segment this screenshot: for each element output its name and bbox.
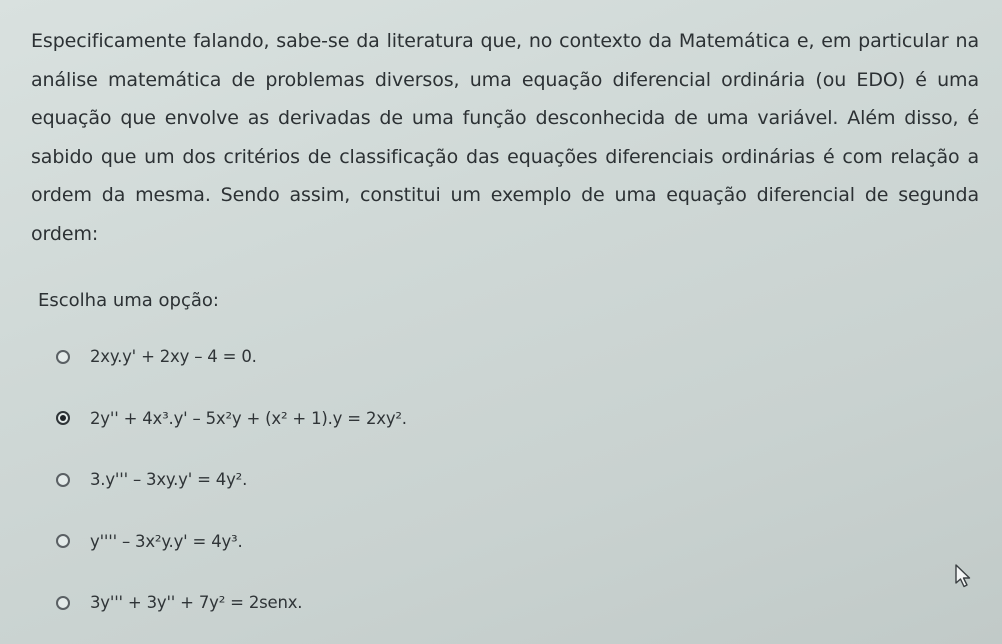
choose-option-prompt: Escolha uma opção: (38, 290, 219, 311)
answer-option-label[interactable]: 3y''' + 3y'' + 7y² = 2senx. (90, 593, 303, 613)
radio-button-icon[interactable] (56, 596, 70, 610)
answer-option-label[interactable]: 2y'' + 4x³.y' – 5x²y + (x² + 1).y = 2xy². (90, 408, 407, 428)
answer-option-label[interactable]: y'''' – 3x²y.y' = 4y³. (90, 531, 243, 551)
mouse-pointer-icon (955, 564, 973, 588)
answer-option-label[interactable]: 3.y''' – 3xy.y' = 4y². (90, 470, 248, 490)
radio-button-icon[interactable] (56, 534, 70, 548)
answer-option-2[interactable] (56, 388, 407, 450)
answer-option-1[interactable] (56, 326, 407, 388)
answer-options (56, 326, 407, 634)
radio-button-icon[interactable] (56, 473, 70, 487)
answer-option-4[interactable] (56, 511, 407, 573)
radio-button-checked-icon[interactable] (56, 411, 70, 425)
question-text: Especificamente falando, sabe-se da literatura que, no contexto da Matemática e, em particular na análise matemática de problemas diversos, uma equação diferencial ordinária (ou EDO) é uma equação que envolve as derivadas de uma função desconhecida de uma variável. Além disso, é sabido que um dos critérios de classificação das equações diferenciais ordinárias é com relação a ordem da mesma. Sendo assim, constitui um exemplo de uma equação diferencial de segunda ordem: (31, 30, 979, 245)
radio-button-icon[interactable] (56, 350, 70, 364)
answer-option-label[interactable]: 2xy.y' + 2xy – 4 = 0. (90, 347, 257, 367)
answer-option-3[interactable] (56, 449, 407, 511)
answer-option-5[interactable] (56, 572, 407, 634)
